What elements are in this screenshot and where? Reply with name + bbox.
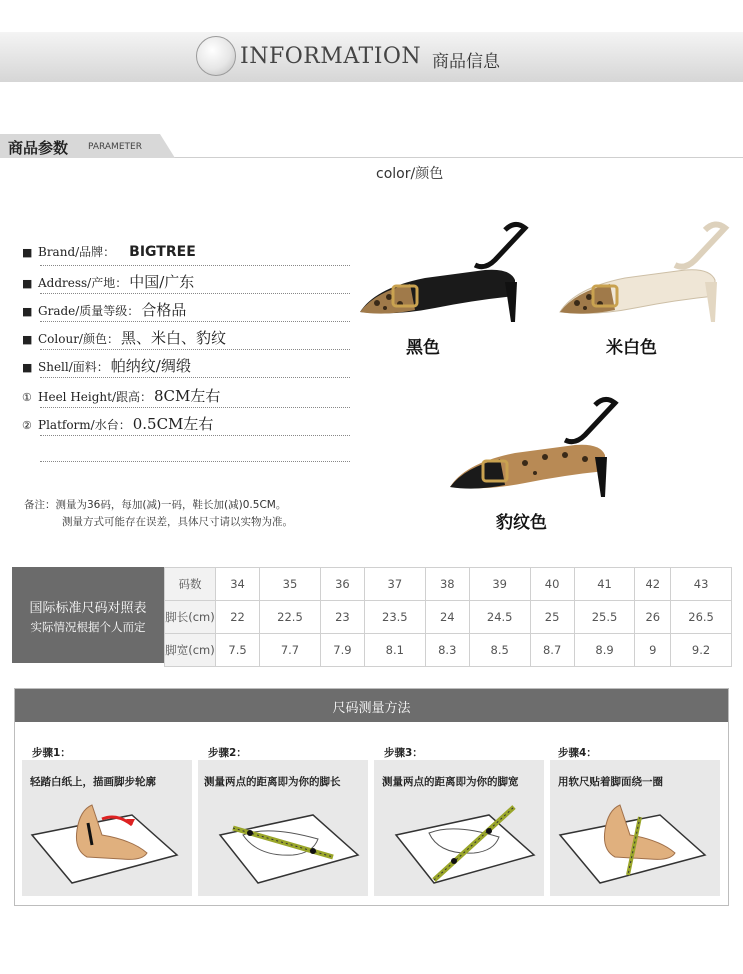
size-table	[164, 567, 732, 667]
shoe-black-image	[355, 200, 535, 325]
info-circle-icon	[196, 36, 236, 76]
number-two-icon: ②	[22, 419, 32, 432]
measure-title: 尺码测量方法	[332, 701, 411, 716]
spec-label: Shell/面料：	[38, 360, 109, 374]
step-3-head: 步骤3：	[384, 747, 423, 759]
bullet-icon: ■	[22, 246, 33, 259]
table-cell: 7.7	[260, 634, 321, 667]
spec-label: Heel Height/跟高：	[38, 390, 153, 404]
table-cell: 25.5	[574, 601, 635, 634]
spec-heel-height	[22, 385, 352, 407]
spec-divider	[40, 293, 350, 294]
table-cell: 26.5	[671, 601, 732, 634]
spec-value: 帕纳纹/绸缎	[110, 357, 191, 375]
spec-divider	[40, 435, 350, 436]
spec-label: Brand/品牌：	[38, 245, 116, 259]
table-cell: 8.1	[364, 634, 425, 667]
table-cell: 8.9	[574, 634, 635, 667]
spec-label: Grade/质量等级：	[38, 304, 140, 318]
color-label-leopard: 豹纹色	[496, 513, 547, 533]
color-label-black: 黑色	[406, 338, 440, 358]
table-cell: 23.5	[364, 601, 425, 634]
table-cell: 40	[530, 568, 574, 601]
row-label: 码数	[165, 568, 216, 601]
parameter-subtitle: PARAMETER	[88, 142, 142, 152]
table-row	[165, 601, 732, 634]
table-cell: 9	[635, 634, 671, 667]
spec-divider	[40, 349, 350, 350]
table-cell: 7.5	[216, 634, 260, 667]
table-cell: 26	[635, 601, 671, 634]
step-1-head: 步骤1：	[32, 747, 71, 759]
table-cell: 43	[671, 568, 732, 601]
row-label: 脚长(cm)	[165, 601, 216, 634]
table-cell: 24.5	[469, 601, 530, 634]
table-cell: 25	[530, 601, 574, 634]
table-cell: 39	[469, 568, 530, 601]
step-4-text: 用软尺贴着脚面绕一圈	[558, 776, 663, 788]
color-label-beige: 米白色	[606, 338, 657, 358]
bullet-icon: ■	[22, 333, 33, 346]
size-chart-title: 国际标准尺码对照表	[29, 601, 147, 616]
table-row	[165, 568, 732, 601]
spec-colour	[22, 327, 352, 349]
spec-label: Platform/水台：	[38, 418, 131, 432]
table-cell: 8.3	[425, 634, 469, 667]
spec-value: 8CM左右	[154, 387, 221, 405]
step-1-text: 轻踏白纸上，描画脚步轮廓	[30, 776, 156, 788]
shoe-leopard-image	[445, 375, 625, 500]
bullet-icon: ■	[22, 361, 33, 374]
table-cell: 7.9	[320, 634, 364, 667]
spec-divider	[40, 321, 350, 322]
spec-value: BIGTREE	[129, 244, 196, 260]
table-cell: 22	[216, 601, 260, 634]
spec-grade	[22, 299, 352, 321]
step-3-text: 测量两点的距离即为你的脚宽	[382, 776, 519, 788]
spec-shell	[22, 355, 352, 377]
color-title: color/颜色	[376, 166, 444, 182]
table-cell: 41	[574, 568, 635, 601]
spec-platform	[22, 413, 352, 435]
table-cell: 24	[425, 601, 469, 634]
table-cell: 9.2	[671, 634, 732, 667]
info-title: INFORMATION	[240, 44, 422, 69]
bullet-icon: ■	[22, 305, 33, 318]
spec-value: 中国/广东	[129, 273, 195, 291]
foot-outline-icon	[22, 795, 192, 890]
spec-divider	[40, 377, 350, 378]
size-chart-subtitle: 实际情况根据个人而定	[30, 620, 146, 634]
step-2-text: 测量两点的距离即为你的脚长	[204, 776, 341, 788]
table-cell: 22.5	[260, 601, 321, 634]
table-cell: 8.7	[530, 634, 574, 667]
foot-length-ruler-icon	[198, 795, 368, 890]
spec-address	[22, 271, 352, 293]
table-row	[165, 634, 732, 667]
number-one-icon: ①	[22, 391, 32, 404]
table-cell: 37	[364, 568, 425, 601]
table-cell: 8.5	[469, 634, 530, 667]
spec-divider	[40, 461, 350, 462]
step-2-head: 步骤2：	[208, 747, 247, 759]
table-cell: 23	[320, 601, 364, 634]
table-cell: 34	[216, 568, 260, 601]
note-line-1: 备注：测量为36码，每加(减)一码，鞋长加(减)0.5CM。	[24, 499, 287, 511]
shoe-beige-image	[555, 200, 735, 325]
foot-width-ruler-icon	[374, 795, 544, 890]
step-4-head: 步骤4：	[558, 747, 597, 759]
spec-label: Colour/颜色：	[38, 332, 119, 346]
spec-brand	[22, 243, 352, 265]
note-line-2: 测量方式可能存在误差，具体尺寸请以实物为准。	[62, 516, 293, 528]
foot-tape-measure-icon	[550, 795, 720, 890]
spec-label: Address/产地：	[38, 276, 128, 290]
spec-divider	[40, 407, 350, 408]
info-title-cn: 商品信息	[432, 52, 500, 72]
parameter-title: 商品参数	[8, 139, 69, 157]
table-cell: 35	[260, 568, 321, 601]
table-cell: 36	[320, 568, 364, 601]
table-cell: 42	[635, 568, 671, 601]
spec-divider	[40, 265, 350, 266]
table-cell: 38	[425, 568, 469, 601]
spec-value: 0.5CM左右	[132, 415, 214, 433]
spec-value: 合格品	[141, 301, 187, 319]
spec-value: 黑、米白、豹纹	[120, 329, 226, 347]
bullet-icon: ■	[22, 277, 33, 290]
row-label: 脚宽(cm)	[165, 634, 216, 667]
